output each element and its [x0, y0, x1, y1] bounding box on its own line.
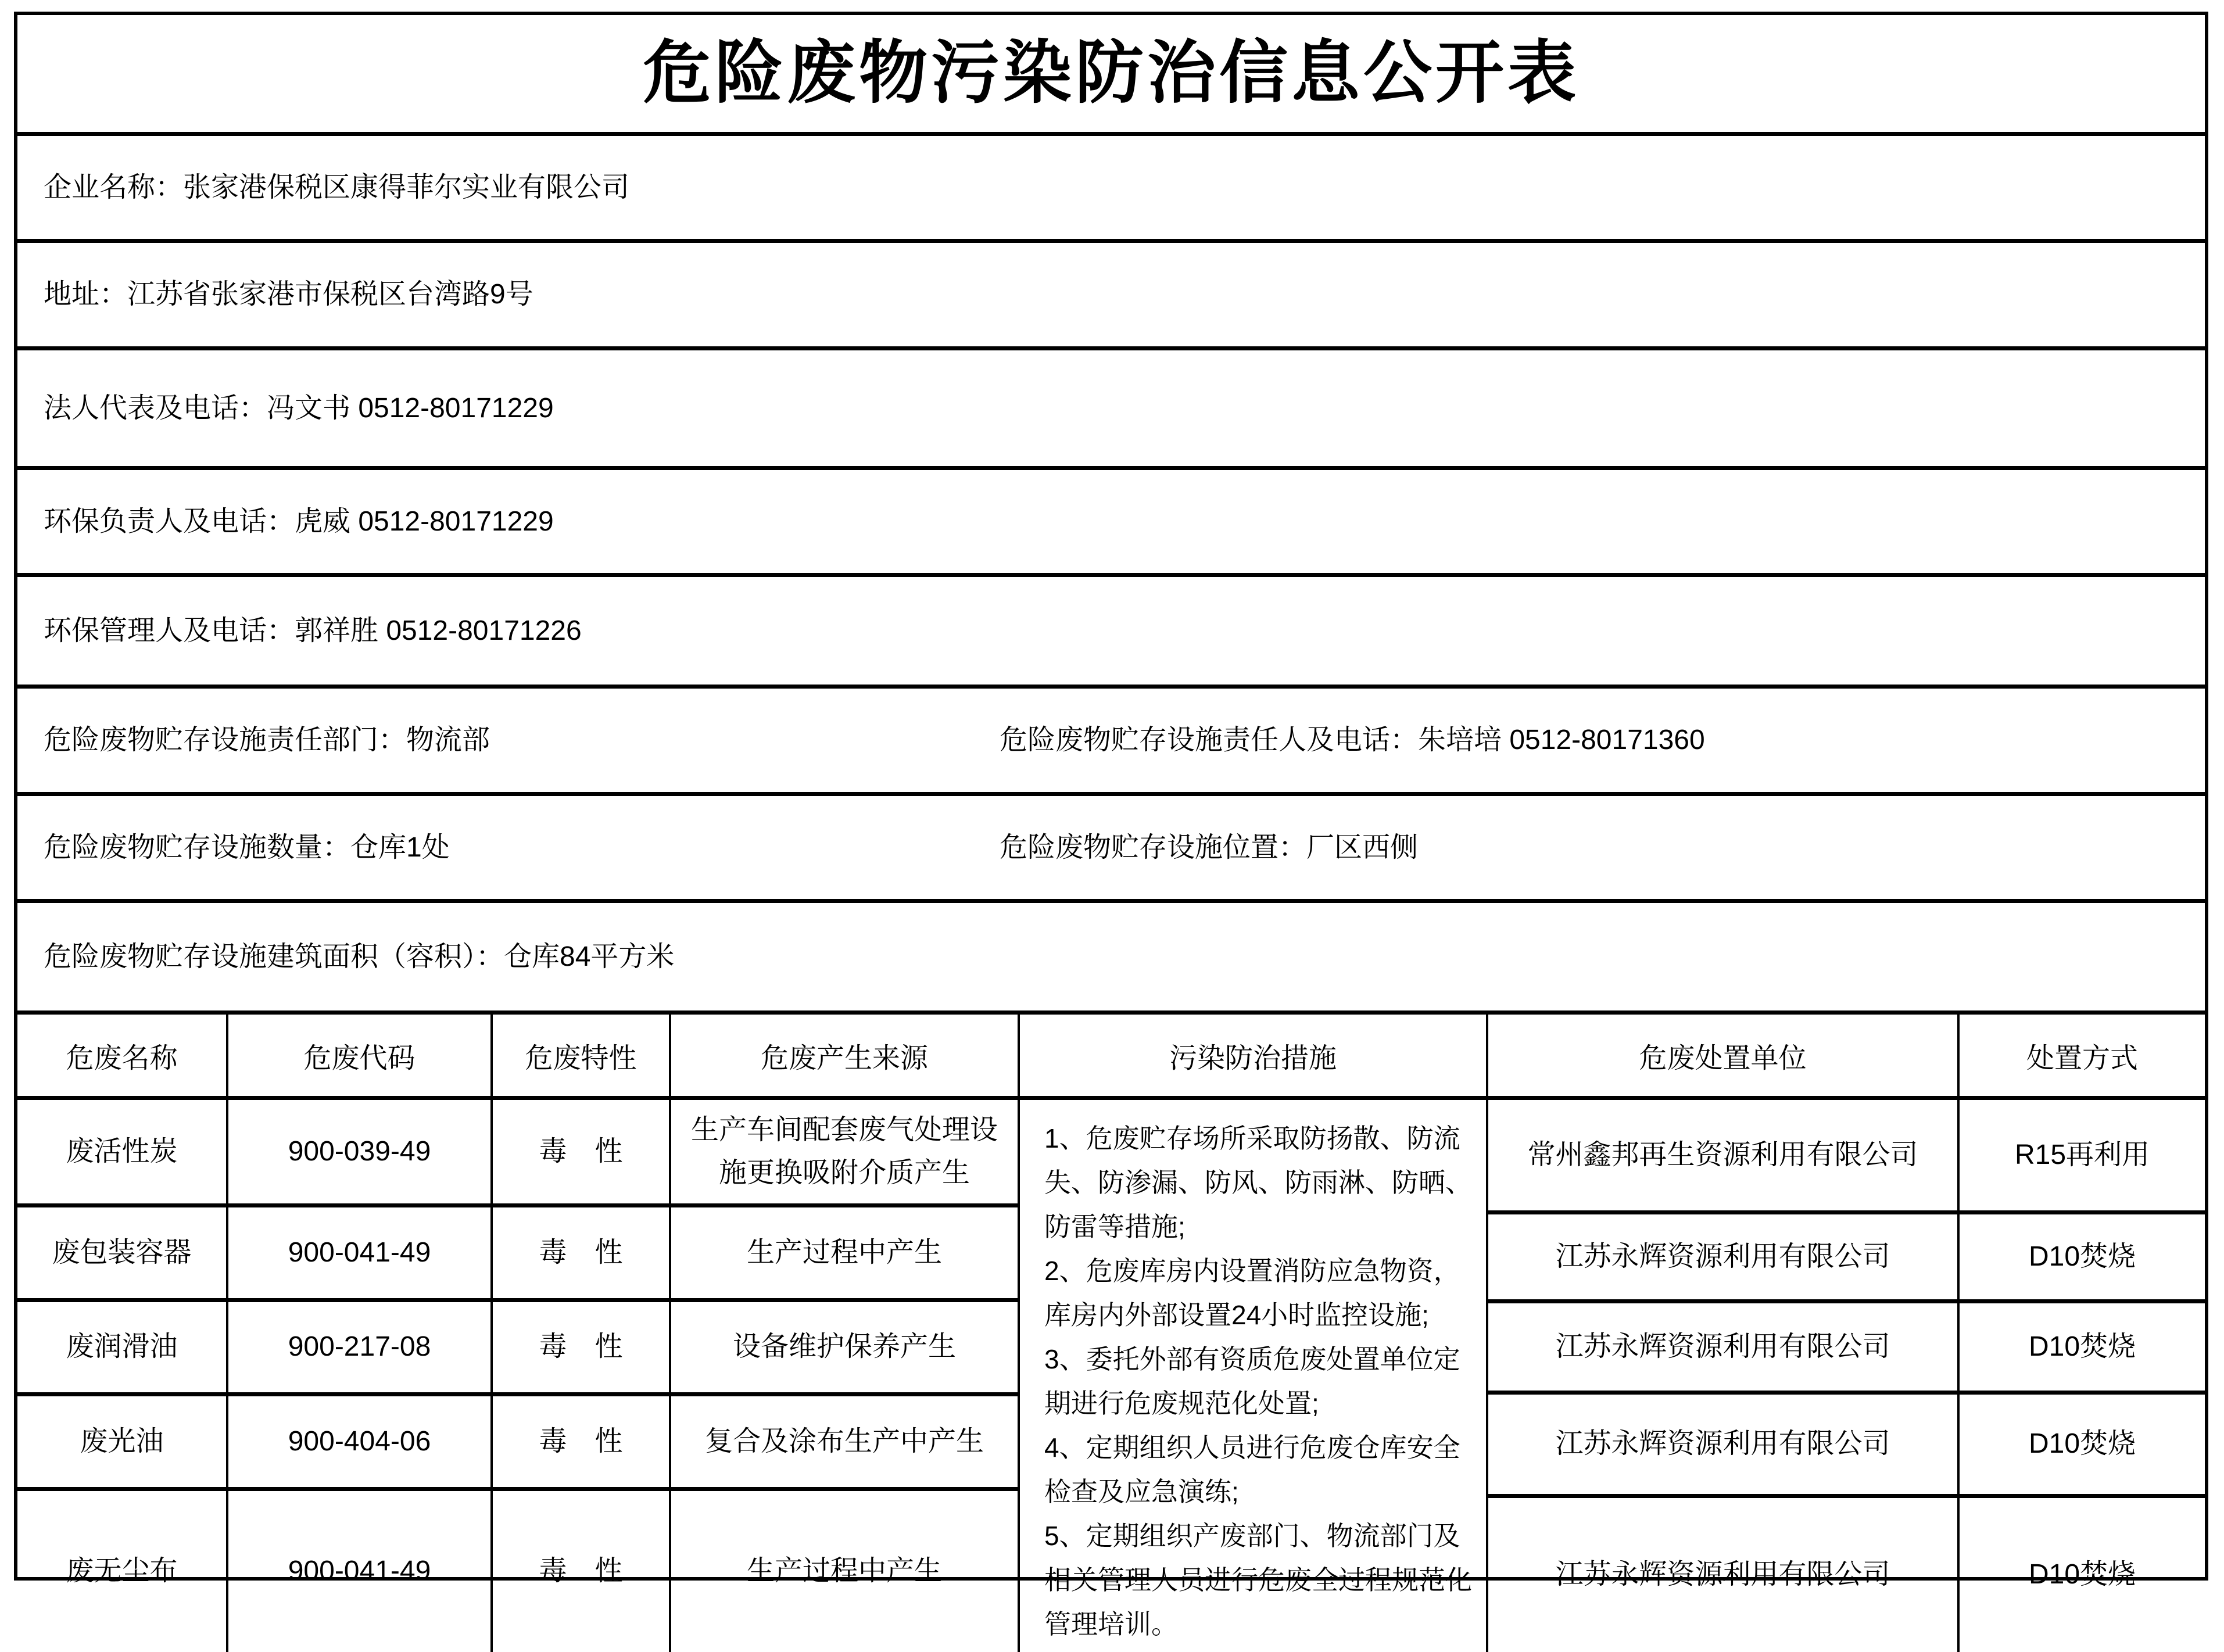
waste-source-cell: 生产过程中产生: [671, 1207, 1020, 1298]
pollution-measures-cell: [1020, 1100, 1488, 1652]
waste-code-cell: 900-404-06: [228, 1396, 493, 1487]
table-row: [1488, 1303, 2205, 1395]
disposal-unit-cell: 江苏永辉资源利用有限公司: [1488, 1498, 1960, 1652]
env-responsible-text: 环保负责人及电话：虎威 0512-80171229: [44, 506, 554, 537]
disposal-unit-cell: 常州鑫邦再生资源利用有限公司: [1488, 1100, 1960, 1210]
waste-left-columns: [17, 1100, 1020, 1652]
disposal-method-cell: R15再利用: [2014, 1139, 2150, 1170]
address-text: 地址：江苏省张家港市保税区台湾路9号: [44, 279, 533, 310]
storage-count-text: 危险废物贮存设施数量：仓库1处: [44, 832, 450, 863]
disposal-unit-cell: 江苏永辉资源利用有限公司: [1488, 1214, 1960, 1299]
header-disposal-unit: 危废处置单位: [1488, 1015, 1960, 1096]
info-row-address: [17, 243, 2205, 350]
measure-item: 4、定期组织人员进行危废仓库安全检查及应急演练;: [1044, 1432, 1460, 1507]
waste-property-cell: 毒 性: [493, 1396, 671, 1487]
waste-table-body: [17, 1100, 2205, 1652]
header-waste-source: 危废产生来源: [671, 1015, 1020, 1096]
header-pollution-measures: 污染防治措施: [1020, 1015, 1488, 1096]
table-row: [1488, 1395, 2205, 1498]
waste-name-cell: 废无尘布: [17, 1491, 228, 1652]
waste-source-cell: 生产车间配套废气处理设施更换吸附介质产生: [671, 1100, 1020, 1203]
table-row: [17, 1302, 1020, 1396]
info-row-env-responsible: [17, 470, 2205, 577]
waste-right-columns: [1488, 1100, 2205, 1652]
waste-name-cell: 废活性炭: [17, 1100, 228, 1203]
waste-property-cell: 毒 性: [493, 1100, 671, 1203]
header-waste-code: 危废代码: [228, 1015, 493, 1096]
title-row: [17, 15, 2205, 136]
waste-code-cell: 900-041-49: [228, 1207, 493, 1298]
waste-name-cell: 废光油: [17, 1396, 228, 1487]
storage-location-text: 危险废物贮存设施位置：厂区西侧: [1000, 832, 1419, 863]
table-row: [1488, 1100, 2205, 1214]
disposal-method-cell: D10焚烧: [2028, 1428, 2136, 1460]
storage-responsible-text: 危险废物贮存设施责任人及电话：朱培培 0512-80171360: [1000, 725, 1705, 755]
env-manager-text: 环保管理人及电话：郭祥胜 0512-80171226: [44, 615, 582, 646]
waste-table: [17, 1015, 2205, 1652]
disposal-method-cell: D10焚烧: [2028, 1331, 2136, 1362]
waste-property-cell: 毒 性: [493, 1207, 671, 1298]
waste-property-cell: 毒 性: [493, 1302, 671, 1392]
waste-source-cell: 生产过程中产生: [671, 1491, 1020, 1652]
disposal-method-cell: D10焚烧: [2028, 1241, 2136, 1272]
info-row-storage-dept: [17, 689, 2205, 796]
page-title: 危险废物污染防治信息公开表: [642, 34, 1580, 112]
info-row-company: [17, 136, 2205, 243]
storage-area-text: 危险废物贮存设施建筑面积（容积）：仓库84平方米: [44, 941, 675, 972]
storage-dept-text: 危险废物贮存设施责任部门：物流部: [44, 725, 490, 755]
table-row: [17, 1491, 1020, 1652]
legal-rep-text: 法人代表及电话：冯文书 0512-80171229: [44, 392, 554, 424]
table-frame: [14, 12, 2208, 1639]
company-name-text: 企业名称：张家港保税区康得菲尔实业有限公司: [44, 171, 630, 203]
info-row-storage-area: [17, 903, 2205, 1015]
measure-item: 2、危废库房内设置消防应急物资，库房内外部设置24小时监控设施;: [1044, 1256, 1460, 1330]
table-row: [17, 1100, 1020, 1207]
table-row: [1488, 1214, 2205, 1303]
disposal-method-cell: D10焚烧: [2028, 1559, 2136, 1590]
table-row: [17, 1207, 1020, 1302]
header-disposal-method: 处置方式: [2026, 1042, 2138, 1074]
waste-source-cell: 设备维护保养产生: [671, 1302, 1020, 1392]
waste-code-cell: 900-217-08: [228, 1302, 493, 1392]
header-waste-property: 危废特性: [493, 1015, 671, 1096]
waste-name-cell: 废润滑油: [17, 1302, 228, 1392]
table-row: [17, 1396, 1020, 1491]
header-waste-name: 危废名称: [17, 1015, 228, 1096]
measure-item: 5、定期组织产废部门、物流部门及相关管理人员进行危废全过程规范化管理培训。: [1044, 1521, 1472, 1639]
waste-property-cell: 毒 性: [493, 1491, 671, 1652]
waste-name-cell: 废包装容器: [17, 1207, 228, 1298]
disposal-unit-cell: 江苏永辉资源利用有限公司: [1488, 1395, 1960, 1494]
waste-code-cell: 900-041-49: [228, 1491, 493, 1652]
measure-item: 1、危废贮存场所采取防扬散、防流失、防渗漏、防风、防雨淋、防晒、防雷等措施;: [1044, 1123, 1472, 1242]
info-row-env-manager: [17, 577, 2205, 689]
table-row: [1488, 1498, 2205, 1652]
disposal-unit-cell: 江苏永辉资源利用有限公司: [1488, 1303, 1960, 1391]
info-row-storage-count: [17, 796, 2205, 903]
waste-code-cell: 900-039-49: [228, 1100, 493, 1203]
measure-item: 3、委托外部有资质危废处置单位定期进行危废规范化处置;: [1044, 1344, 1460, 1418]
info-row-legal-rep: [17, 350, 2205, 470]
waste-table-header-row: [17, 1015, 2205, 1100]
waste-source-cell: 复合及涂布生产中产生: [671, 1396, 1020, 1487]
